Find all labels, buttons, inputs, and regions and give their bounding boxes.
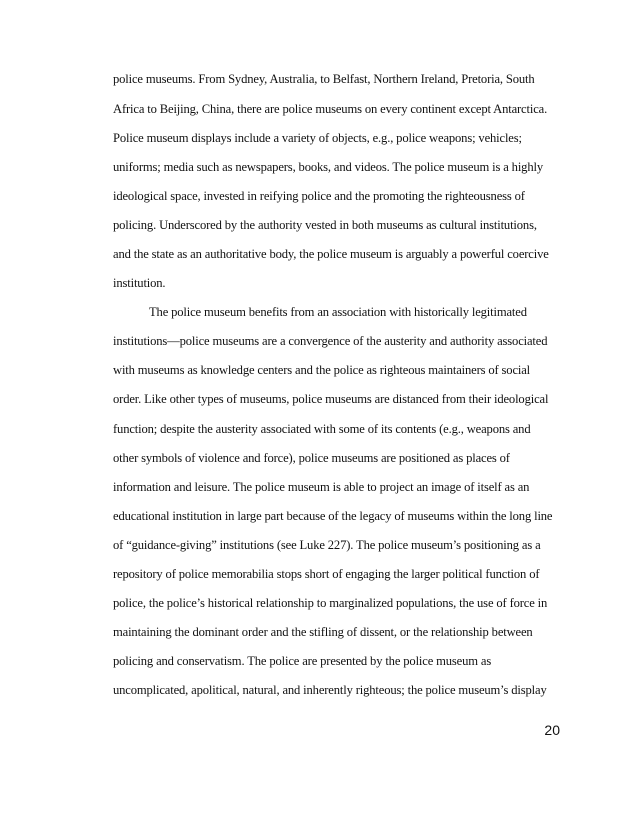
text-line: uniforms; media such as newspapers, books, and videos. The police museum is a highly (113, 160, 543, 174)
text-line: institution. (113, 276, 166, 290)
text-line: police museums. From Sydney, Australia, to Belfast, Northern Ireland, Pretoria, South (113, 72, 535, 86)
text-line: institutions—police museums are a convergence of the austerity and authority associated (113, 334, 548, 348)
page-number: 20 (544, 722, 560, 738)
text-line: policing and conservatism. The police are presented by the police museum as (113, 654, 492, 668)
text-line: maintaining the dominant order and the stifling of dissent, or the relationship between (113, 625, 533, 639)
text-line: and the state as an authoritative body, the police museum is arguably a powerful coercive (113, 247, 549, 261)
text-line: order. Like other types of museums, police museums are distanced from their ideological (113, 392, 549, 406)
text-line: The police museum benefits from an association with historically legitimated (149, 305, 527, 319)
text-line: police, the police’s historical relationship to marginalized populations, the use of force in (113, 596, 548, 610)
text-line: other symbols of violence and force), police museums are positioned as places of (113, 451, 510, 465)
text-line: ideological space, invested in reifying police and the promoting the righteousness of (113, 189, 525, 203)
text-line: with museums as knowledge centers and the police as righteous maintainers of social (113, 363, 531, 377)
text-line: policing. Underscored by the authority vested in both museums as cultural institutions, (113, 218, 537, 232)
text-line: of “guidance-giving” institutions (see Luke 227). The police museum’s positioning as a (113, 538, 541, 552)
text-line: educational institution in large part because of the legacy of museums within the long line (113, 509, 553, 523)
text-line: repository of police memorabilia stops short of engaging the larger political function of (113, 567, 540, 581)
text-line: uncomplicated, apolitical, natural, and inherently righteous; the police museum’s display (113, 683, 547, 697)
text-line: Police museum displays include a variety of objects, e.g., police weapons; vehicles; (113, 131, 522, 145)
text-line: information and leisure. The police museum is able to project an image of itself as an (113, 480, 530, 494)
text-line: Africa to Beijing, China, there are police museums on every continent except Antarctica. (113, 102, 548, 116)
text-line: function; despite the austerity associated with some of its contents (e.g., weapons and (113, 422, 531, 436)
